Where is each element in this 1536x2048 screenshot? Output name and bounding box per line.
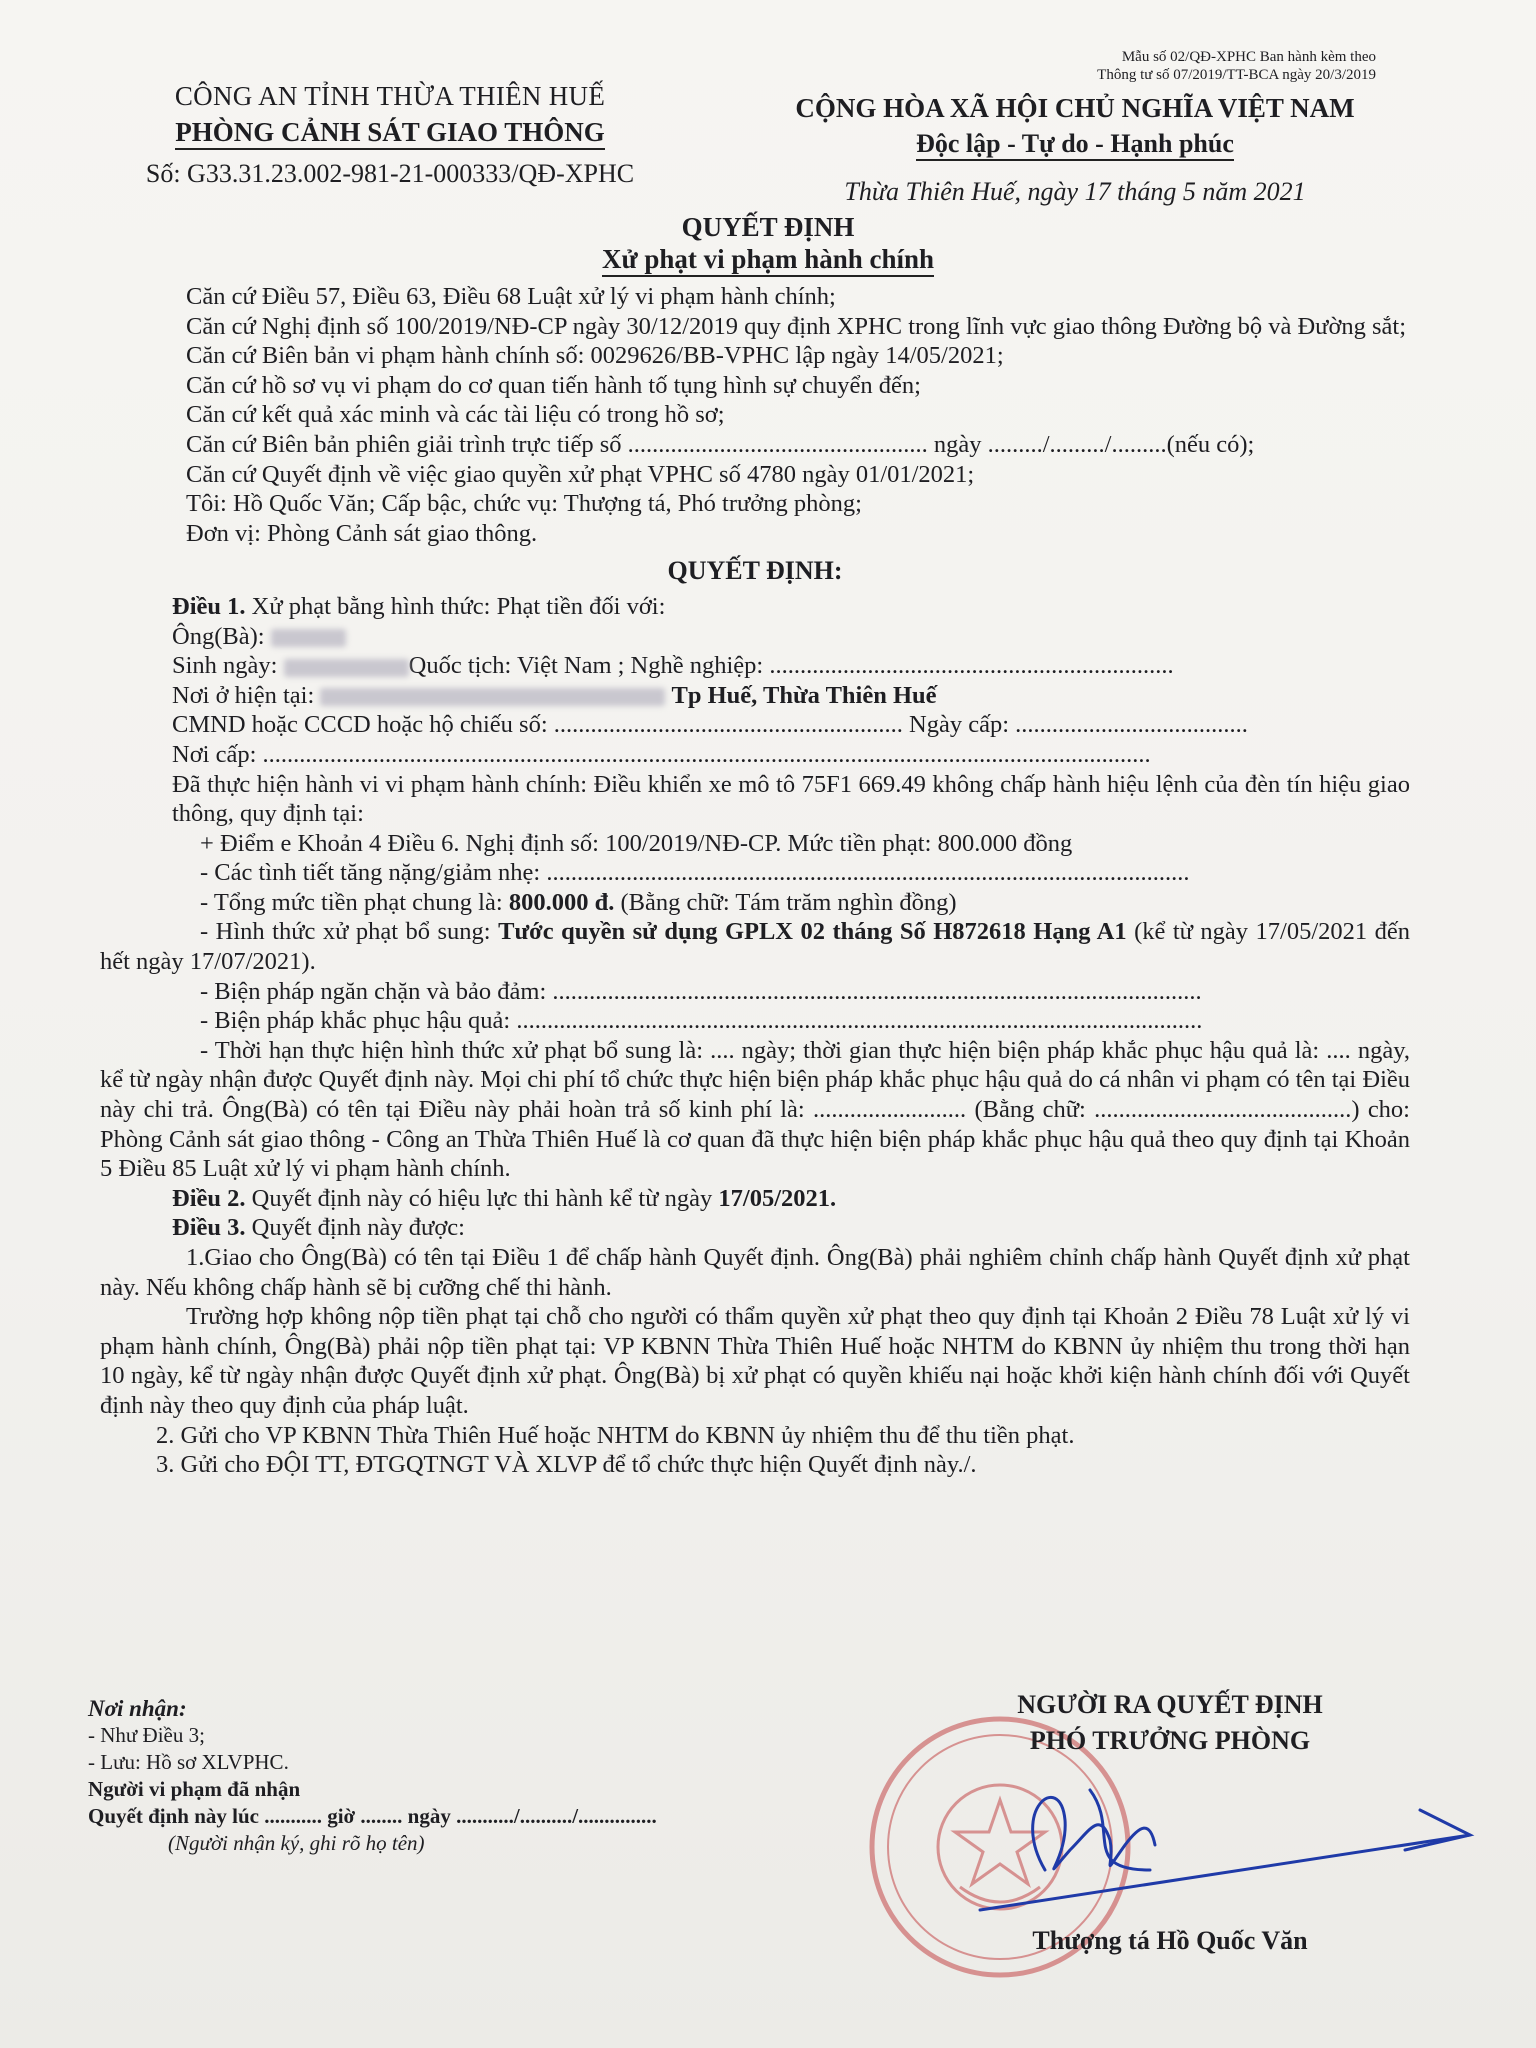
address-line (100, 681, 1410, 711)
basis-line: Căn cứ Biên bản phiên giải trình trực tiếp số ................................................. ngày ........./........./.........(nếu có); (186, 430, 1255, 458)
issue-place-line: Nơi cấp: ................................................................................................................................................. (172, 740, 1151, 768)
offender-name-line (100, 622, 1410, 652)
issuer-header (110, 78, 670, 192)
basis-line: Căn cứ Biên bản vi phạm hành chính số: 0029626/BB-VPHC lập ngày 14/05/2021; (186, 342, 1004, 370)
dob-label: Sinh ngày: (172, 652, 284, 680)
total-words: (Bằng chữ: Tám trăm nghìn đồng) (614, 888, 957, 916)
recipients-block (88, 1695, 657, 1857)
basis-line: Căn cứ Nghị định số 100/2019/NĐ-CP ngày 30/12/2019 quy định XPHC trong lĩnh vực giao thông Đường bộ và Đường sắt; (186, 312, 1407, 340)
prevent-line: - Biện pháp ngăn chặn và bảo đảm: .......................................................................................................... (200, 977, 1202, 1005)
birth-line (100, 651, 1410, 681)
issuer-dept: PHÒNG CẢNH SÁT GIAO THÔNG (175, 117, 605, 150)
article-3-item-1: 1.Giao cho Ông(Bà) có tên tại Điều 1 để chấp hành Quyết định. Ông(Bà) phải nghiêm chỉnh chấp hành Quyết định xử phạt này. Nếu không chấp hành sẽ bị cưỡng chế thi hành. (100, 1244, 1410, 1301)
form-ref-line1: Mẫu số 02/QĐ-XPHC Ban hành kèm theo (1121, 49, 1376, 65)
document-subtitle: Xử phạt vi phạm hành chính (602, 244, 934, 277)
additional-penalty-line (100, 917, 1410, 976)
article-2 (100, 1184, 1410, 1214)
receiver-note: (Người nhận ký, ghi rõ họ tên) (168, 1831, 425, 1855)
clause-line: + Điểm e Khoản 4 Điều 6. Nghị định số: 100/2019/NĐ-CP. Mức tiền phạt: 800.000 đồng (200, 829, 1073, 857)
recipient-line: - Như Điều 3; (88, 1723, 205, 1747)
article-3-item-3: 3. Gửi cho ĐỘI TT, ĐTGQTNGT VÀ XLVP để tổ chức thực hiện Quyết định này./. (156, 1451, 977, 1479)
address-city: Tp Huế, Thừa Thiên Huế (671, 681, 937, 709)
aggravating-line: - Các tình tiết tăng nặng/giảm nhẹ: ......................................................................................................... (200, 859, 1190, 887)
recipients-heading: Nơi nhận: (88, 1696, 187, 1721)
received-time-line: Quyết định này lúc ........... giờ ........ ngày .........../........../............... (88, 1804, 657, 1828)
basis-line: Đơn vị: Phòng Cảnh sát giao thông. (186, 519, 538, 547)
issuer-org: CÔNG AN TỈNH THỪA THIÊN HUẾ (174, 81, 606, 111)
additional-penalty: Tước quyền sử dụng GPLX 02 tháng Số H872618 Hạng A1 (498, 918, 1127, 946)
national-motto: Độc lập - Tự do - Hạnh phúc (916, 129, 1234, 161)
country-name: CỘNG HÒA XÃ HỘI CHỦ NGHĨA VIỆT NAM (795, 93, 1355, 123)
article-3 (100, 1213, 1410, 1243)
signature-block (940, 1687, 1400, 1759)
basis-line: Căn cứ hồ sơ vụ vi phạm do cơ quan tiến hành tố tụng hình sự chuyển đến; (186, 371, 921, 399)
basis-line: Tôi: Hồ Quốc Văn; Cấp bậc, chức vụ: Thượng tá, Phó trưởng phòng; (186, 490, 862, 518)
article-1-text: Xử phạt bằng hình thức: Phạt tiền đối với: (245, 592, 666, 620)
remedy-line: - Biện pháp khắc phục hậu quả: ................................................................................................................ (200, 1007, 1203, 1035)
recipient-line: - Lưu: Hồ sơ XLVPHC. (88, 1750, 289, 1774)
article-3-item-2: 2. Gửi cho VP KBNN Thừa Thiên Huế hoặc NHTM do KBNN ủy nhiệm thu để thu tiền phạt. (156, 1421, 1075, 1449)
additional-label: - Hình thức xử phạt bổ sung: (200, 918, 499, 946)
redacted-address (320, 688, 665, 706)
nationality-text: Quốc tịch: Việt Nam ; Nghề nghiệp: .................................................................. (408, 652, 1174, 680)
article-1-intro (100, 592, 1410, 622)
id-line: CMND hoặc CCCD hoặc hộ chiếu số: ......................................................... Ngày cấp: ...................................... (172, 711, 1248, 739)
basis-line: Căn cứ Điều 57, Điều 63, Điều 68 Luật xử lý vi phạm hành chính; (186, 283, 836, 310)
address-label: Nơi ở hiện tại: (172, 681, 321, 709)
total-label: - Tổng mức tiền phạt chung là: (200, 888, 509, 916)
total-fine-line (100, 888, 1410, 918)
issue-date: Thừa Thiên Huế, ngày 17 tháng 5 năm 2021 (844, 177, 1306, 206)
payment-paragraph: Trường hợp không nộp tiền phạt tại chỗ cho người có thẩm quyền xử phạt theo quy định tại Khoản 2 Điều 78 Luật xử lý vi phạm hành chính, Ông(Bà) phải nộp tiền phạt tại: VP KBNN Thừa Thiên Huế hoặc NHTM do KBNN ủy nhiệm thu trong thời hạn 10 ngày, kể từ ngày nhận được Quyết định xử phạt. Ông(Bà) bị xử phạt có quyền khiếu nại hoặc khởi kiện hành chính đối với Quyết định này theo quy định của pháp luật. (100, 1303, 1410, 1419)
signer-name: Thượng tá Hồ Quốc Văn (1032, 1926, 1308, 1955)
total-amount: 800.000 đ. (508, 888, 615, 916)
signer-position: PHÓ TRƯỞNG PHÒNG (1029, 1726, 1311, 1755)
redacted-name (271, 629, 346, 647)
effective-date: 17/05/2021. (718, 1184, 837, 1212)
received-line: Người vi phạm đã nhận (88, 1777, 301, 1801)
article-1-label: Điều 1. (172, 592, 246, 620)
article-3-label: Điều 3. (172, 1214, 246, 1242)
violation-line: Đã thực hiện hành vi vi phạm hành chính: Điều khiển xe mô tô 75F1 669.49 không chấp hành hiệu lệnh của đèn tín hiệu giao thông, quy định tại: (172, 770, 1410, 828)
national-header (770, 90, 1380, 210)
signer-role: NGƯỜI RA QUYẾT ĐỊNH (1017, 1690, 1323, 1719)
form-ref-line2: Thông tư số 07/2019/TT-BCA ngày 20/3/2019 (1097, 67, 1376, 83)
article-3-text: Quyết định này được: (245, 1214, 465, 1242)
document-title: QUYẾT ĐỊNH (681, 212, 855, 242)
document-body (100, 282, 1410, 1480)
handwritten-signature (950, 1750, 1490, 1920)
decision-heading: QUYẾT ĐỊNH: (667, 556, 843, 586)
redacted-dob (284, 659, 409, 677)
article-2-label: Điều 2. (172, 1184, 246, 1212)
article-2-text: Quyết định này có hiệu lực thi hành kể từ ngày (245, 1184, 719, 1212)
name-label: Ông(Bà): (172, 622, 271, 650)
basis-line: Căn cứ kết quả xác minh và các tài liệu có trong hồ sơ; (186, 401, 725, 429)
deadline-paragraph: - Thời hạn thực hiện hình thức xử phạt bổ sung là: .... ngày; thời gian thực hiện biện pháp khắc phục hậu quả là: .... ngày, kể từ ngày nhận được Quyết định này. Mọi chi phí tổ chức thực hiện biện pháp khắc phục hậu quả do cá nhân vi phạm có tên tại Điều này chi trả. Ông(Bà) có tên tại Điều này phải hoàn trả số kinh phí là: ......................... (Bằng chữ: ..........................................) cho: Phòng Cảnh sát giao thông - Công an Thừa Thiên Huế là cơ quan đã thực hiện biện pháp khắc phục hậu quả theo quy định tại Khoản 5 Điều 85 Luật xử lý vi phạm hành chính. (100, 1036, 1410, 1183)
basis-line: Căn cứ Quyết định về việc giao quyền xử phạt VPHC số 4780 ngày 01/01/2021; (186, 460, 975, 488)
additional-period: (kể từ ngày 17/05/2021 đến hết ngày 17/07/2021). (100, 918, 1411, 976)
form-reference (1097, 48, 1376, 84)
decision-number: Số: G33.31.23.002-981-21-000333/QĐ-XPHC (145, 159, 635, 188)
